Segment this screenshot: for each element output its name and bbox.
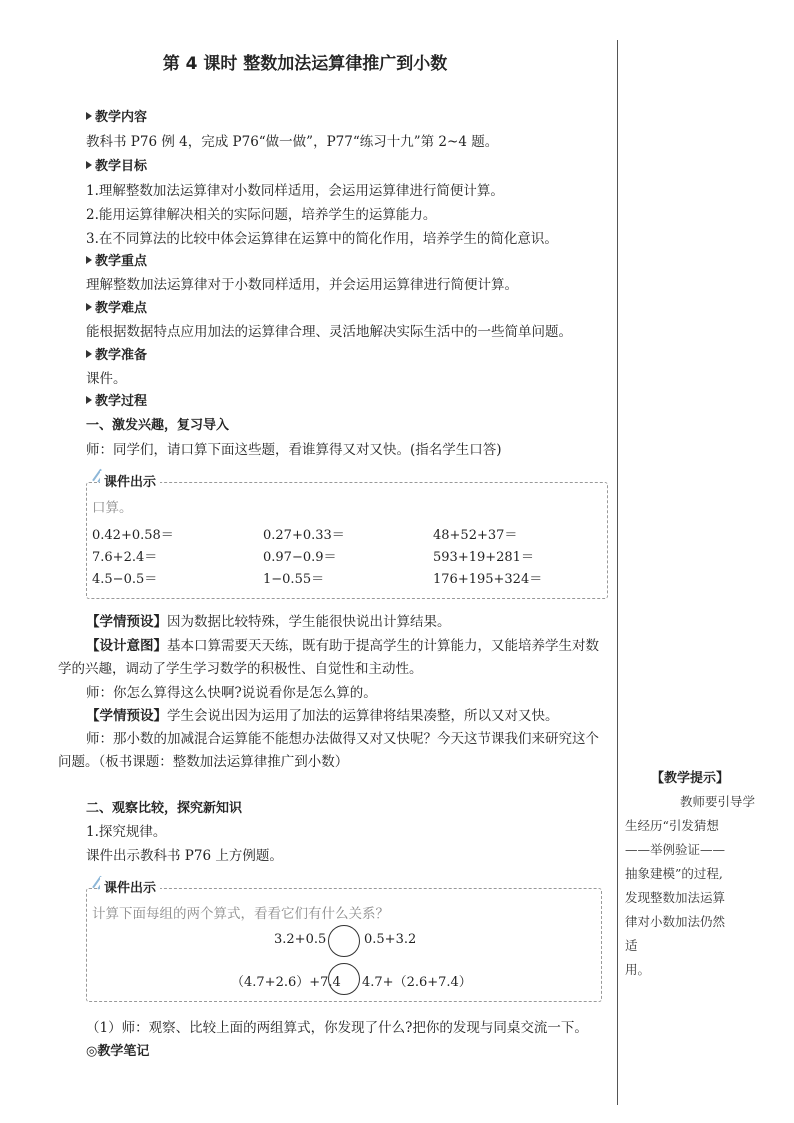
calc-item: 0.42+0.58＝ <box>92 528 174 543</box>
compare-circle <box>328 925 360 957</box>
triangle-icon <box>86 161 92 169</box>
goal-item: 3.在不同算法的比较中体会运算律在运算中的简化作用，培养学生的简化意识。 <box>86 231 558 247</box>
difficulty-text: 能根据数据特点应用加法的运算律合理、灵活地解决实际生活中的一些简单问题。 <box>86 324 572 340</box>
calc-item: 176+195+324＝ <box>433 572 543 587</box>
box-subtitle: 口算。 <box>92 500 133 516</box>
paragraph: 【设计意图】基本口算需要天天练，既有助于提高学生的计算能力，又能培养学生对数 <box>86 638 599 654</box>
margin-divider <box>617 40 618 1105</box>
key-text: 理解整数加法运算律对于小数同样适用，并会运用运算律进行简便计算。 <box>86 277 518 293</box>
goal-item: 2.能用运算律解决相关的实际问题，培养学生的运算能力。 <box>86 207 437 223</box>
courseware-title: 课件出示 <box>100 877 160 896</box>
question-text: （1）师：观察、比较上面的两组算式，你发现了什么?把你的发现与同桌交流一下。 <box>86 1020 588 1036</box>
page-title: 第 4 课时 整数加法运算律推广到小数 <box>162 54 448 74</box>
section-key-heading: 教学重点 <box>86 250 147 269</box>
label: 【学情预设】 <box>86 614 167 630</box>
equation-left: （4.7+2.6）+7.4 <box>231 975 341 990</box>
calc-item: 1−0.55＝ <box>263 572 325 587</box>
triangle-icon <box>86 112 92 120</box>
section-goals-heading: 教学目标 <box>86 155 147 174</box>
sidebar-line: 用。 <box>625 962 651 977</box>
calc-item: 0.97−0.9＝ <box>263 550 337 565</box>
prep-text: 课件。 <box>86 371 127 387</box>
calc-item: 0.27+0.33＝ <box>263 528 345 543</box>
sidebar-line: 发现整数加法运算 <box>625 890 726 905</box>
calc-item: 593+19+281＝ <box>433 550 534 565</box>
sidebar-line: ——举例验证—— <box>625 842 726 857</box>
label: 【设计意图】 <box>86 638 167 654</box>
box-subtitle: 计算下面每组的两个算式，看看它们有什么关系？ <box>92 906 389 922</box>
sidebar-line: 律对小数加法仍然 <box>625 914 726 929</box>
sidebar-title: 【教学提示】 <box>650 771 729 786</box>
section-content-heading: 教学内容 <box>86 106 147 125</box>
part1-heading: 一、激发兴趣，复习导入 <box>86 418 230 433</box>
content-text: 教科书 P76 例 4，完成 P76“做一做”，P77“练习十九”第 2~4 题。 <box>86 134 499 150</box>
calc-item: 4.5−0.5＝ <box>92 572 158 587</box>
triangle-icon <box>86 350 92 358</box>
paragraph: 师：那小数的加减混合运算能不能想办法做得又对又快呢？今天这节课我们来研究这个 <box>86 731 599 747</box>
section-difficulty-heading: 教学难点 <box>86 297 147 316</box>
equation-left: 3.2+0.5 <box>274 932 327 947</box>
courseware-title: 课件出示 <box>100 471 160 490</box>
triangle-icon <box>86 256 92 264</box>
teacher-line: 师：同学们，请口算下面这些题，看谁算得又对又快。(指名学生口答) <box>86 442 502 458</box>
compare-circle <box>328 963 360 995</box>
sidebar-line: 生经历“引发猜想 <box>625 818 719 833</box>
sidebar-line: 教师要引导学 <box>679 794 755 809</box>
sidebar-line: 抽象建模”的过程, <box>625 866 723 881</box>
label: 【学情预设】 <box>86 708 167 724</box>
notes-heading: ◎教学笔记 <box>86 1044 150 1059</box>
paragraph: 问题。（板书课题：整数加法运算律推广到小数） <box>58 754 349 770</box>
calc-item: 7.6+2.4＝ <box>92 550 158 565</box>
section-prep-heading: 教学准备 <box>86 344 147 363</box>
triangle-icon <box>86 396 92 404</box>
equation-right: 0.5+3.2 <box>364 932 417 947</box>
triangle-icon <box>86 303 92 311</box>
part2-heading: 二、观察比较，探究新知识 <box>86 801 243 816</box>
goal-item: 1.理解整数加法运算律对小数同样适用，会运用运算律进行简便计算。 <box>86 183 504 199</box>
step-text: 1.探究规律。 <box>86 824 167 840</box>
paragraph: 师：你怎么算得这么快啊?说说看你是怎么算的。 <box>86 685 377 701</box>
calc-item: 48+52+37＝ <box>433 528 518 543</box>
section-process-heading: 教学过程 <box>86 390 147 409</box>
equation-right: 4.7+（2.6+7.4） <box>362 975 472 990</box>
paragraph: 【学情预设】因为数据比较特殊，学生能很快说出计算结果。 <box>86 614 451 630</box>
paragraph: 学的兴趣，调动了学生学习数学的积极性、自觉性和主动性。 <box>58 661 423 677</box>
step-text: 课件出示教科书 P76 上方例题。 <box>86 848 283 864</box>
sidebar-line: 适 <box>625 938 638 953</box>
paragraph: 【学情预设】学生会说出因为运用了加法的运算律将结果凑整，所以又对又快。 <box>86 708 559 724</box>
